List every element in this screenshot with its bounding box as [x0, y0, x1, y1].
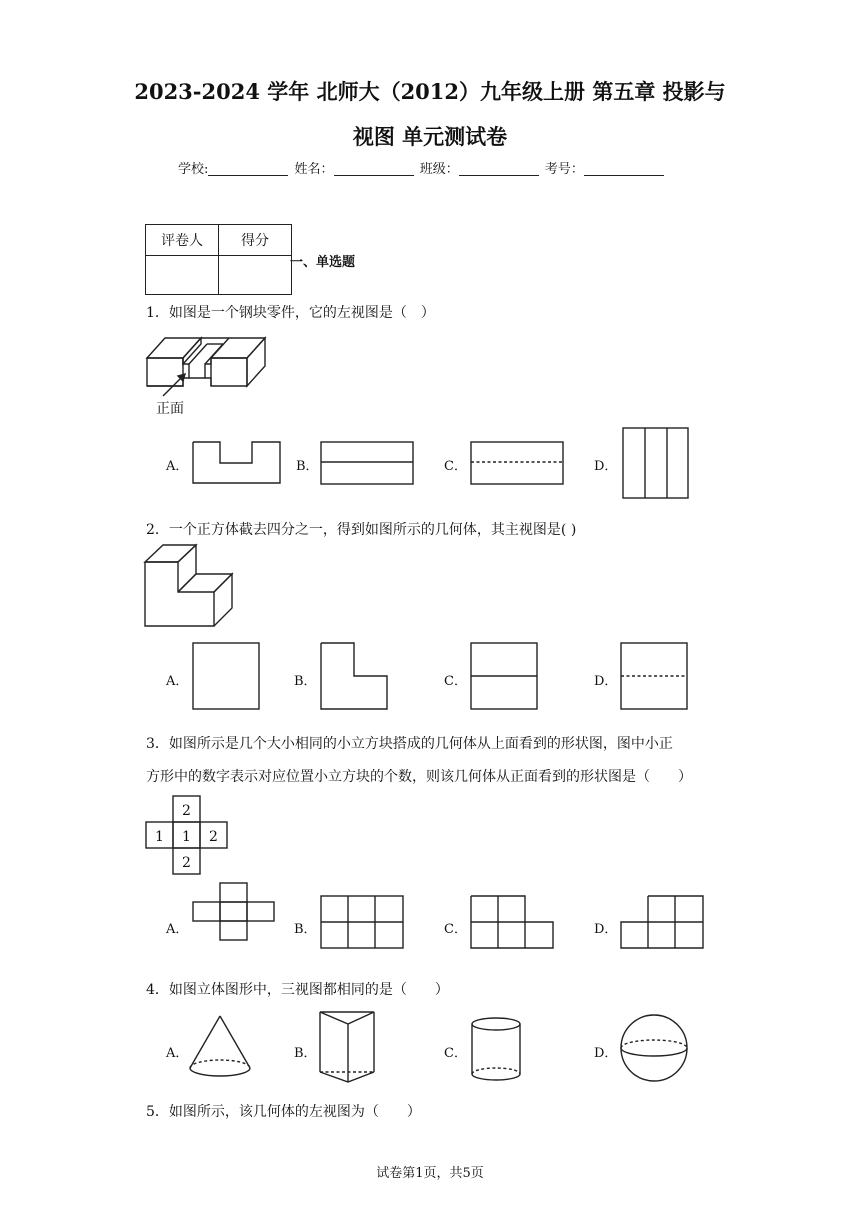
section-title: 一、单选题 [290, 255, 356, 270]
q3-option-b-figure [320, 895, 406, 951]
question-2-text: 2．一个正方体截去四分之一，得到如图所示的几何体，其主视图是( ) [146, 522, 577, 538]
q2-option-d-figure [620, 642, 690, 712]
front-label: 正面 [156, 401, 184, 417]
grader-cell [146, 256, 219, 295]
question-3-text-line2: 方形中的数字表示对应位置小立方块的个数，则该几何体从正面看到的形状图是（ ） [146, 769, 692, 785]
q1-option-a-figure [192, 441, 282, 485]
grid-number-center: 1 [182, 829, 191, 845]
top-view-grid-figure [145, 795, 235, 877]
question-3-text-line1: 3．如图所示是几个大小相同的小立方块搭成的几何体从上面看到的形状图，图中小正 [146, 736, 673, 752]
q4-option-c-label: C． [444, 1046, 467, 1061]
score-cell [219, 256, 292, 295]
q3-option-a-figure [192, 882, 278, 942]
q3-option-c-figure [470, 895, 556, 951]
name-label: 姓名： [294, 162, 334, 177]
q3-option-d-label: D． [594, 922, 618, 937]
grid-number-left: 1 [155, 829, 164, 845]
class-label: 班级： [419, 162, 459, 177]
q3-option-d-figure [620, 895, 706, 951]
q2-option-c-figure [470, 642, 540, 712]
cylinder-icon [470, 1016, 524, 1082]
student-info-line [178, 158, 666, 177]
question-4-text: 4．如图立体图形中，三视图都相同的是（ ） [146, 982, 449, 998]
score-header: 得分 [219, 225, 292, 256]
school-blank [208, 161, 288, 176]
paper-title-line1: 2023-2024 学年 北师大（2012）九年级上册 第五章 投影与 [134, 79, 726, 104]
grid-number-bottom: 2 [182, 855, 191, 871]
q1-option-c-figure [470, 441, 565, 485]
triangular-prism-icon [318, 1010, 380, 1086]
q1-option-b-label: B． [296, 459, 319, 474]
paper-title-line2: 视图 单元测试卷 [352, 124, 508, 149]
page-footer: 试卷第1页，共5页 [376, 1166, 484, 1181]
grid-number-top: 2 [182, 803, 191, 819]
q4-option-a-label: A． [166, 1046, 189, 1061]
q1-option-d-figure [622, 427, 690, 499]
grader-header: 评卷人 [146, 225, 219, 256]
q3-option-c-label: C． [444, 922, 467, 937]
question-1-text: 1．如图是一个钢块零件，它的左视图是（ ） [146, 305, 435, 321]
q2-option-c-label: C． [444, 674, 467, 689]
q2-option-a-figure [192, 642, 262, 712]
grid-number-right: 2 [209, 829, 218, 845]
q1-option-b-figure [320, 441, 415, 485]
q3-option-a-label: A． [166, 922, 189, 937]
q2-option-a-label: A． [166, 674, 189, 689]
score-table [145, 224, 292, 295]
q4-option-d-label: D． [594, 1046, 618, 1061]
q1-option-a-label: A． [166, 459, 189, 474]
sphere-icon [620, 1014, 690, 1084]
q2-option-b-label: B． [294, 674, 317, 689]
class-blank [459, 161, 539, 176]
exam-no-label: 考号： [544, 162, 584, 177]
cut-cube-figure [144, 544, 236, 628]
name-blank [334, 161, 414, 176]
q1-option-c-label: C． [444, 459, 467, 474]
q2-option-b-figure [320, 642, 390, 712]
school-label: 学校: [178, 162, 209, 177]
q4-option-b-label: B． [294, 1046, 317, 1061]
cone-icon [188, 1014, 254, 1080]
q3-option-b-label: B． [294, 922, 317, 937]
exam-no-blank [584, 161, 664, 176]
q2-option-d-label: D． [594, 674, 618, 689]
q1-option-d-label: D． [594, 459, 618, 474]
question-5-text: 5．如图所示，该几何体的左视图为（ ） [146, 1104, 421, 1120]
